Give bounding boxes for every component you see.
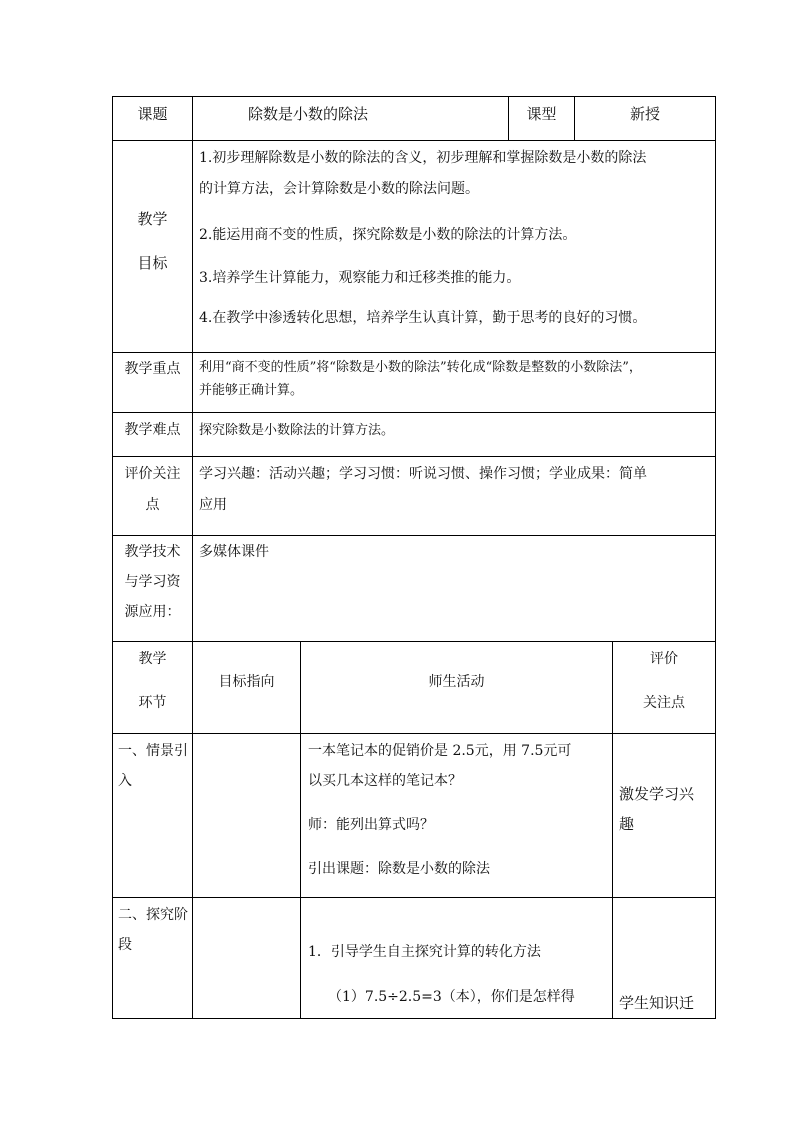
stage-two-name: 二、探究阶 [118, 907, 188, 923]
row-divider [112, 456, 716, 457]
stage-two-name: 段 [118, 937, 132, 953]
goal-column-header: 目标指向 [218, 674, 275, 690]
column-divider [300, 641, 301, 1019]
evaluation-label: 点 [145, 497, 160, 513]
stage-one-activity: 以买几本这样的笔记本？ [308, 773, 462, 789]
course-title: 除数是小数的除法 [248, 105, 369, 123]
stage-two-activity: 1．引导学生自主探究计算的转化方法 [308, 944, 541, 960]
tech-label: 源应用： [124, 604, 181, 620]
stage-column-header: 环节 [138, 695, 167, 711]
row-divider [112, 897, 716, 898]
stage-one-eval: 趣 [619, 815, 635, 833]
column-divider [192, 96, 193, 1019]
row-divider [112, 352, 716, 353]
goal-line: 4.在教学中渗透转化思想，培养学生认真计算，勤于思考的良好的习惯。 [199, 310, 647, 326]
stage-one-activity: 师：能列出算式吗？ [308, 817, 434, 833]
stage-one-eval: 激发学习兴 [619, 785, 695, 803]
stage-two-activity: （1）7.5÷2.5=3（本），你们是怎样得 [328, 989, 575, 1005]
evaluation-text: 应用 [199, 497, 227, 513]
evaluation-text: 学习兴趣：活动兴趣；学习习惯：听说习惯、操作习惯；学业成果：简单 [199, 466, 647, 482]
stage-column-header: 教学 [138, 651, 167, 667]
focus-label: 教学重点 [124, 361, 181, 377]
row-divider [112, 140, 716, 141]
stage-one-name: 入 [118, 773, 132, 789]
eval-column-header: 关注点 [643, 695, 685, 711]
stage-one-activity: 一本笔记本的促销价是 2.5元，用 7.5元可 [308, 743, 572, 759]
tech-label: 与学习资 [124, 574, 181, 590]
stage-one-name: 一、情景引 [118, 743, 188, 759]
evaluation-label: 评价关注 [124, 466, 181, 482]
row-divider [112, 535, 716, 536]
focus-text: 利用“商不变的性质”将“除数是小数的除法”转化成“除数是整数的小数除法”， [199, 360, 642, 375]
type-value: 新授 [629, 105, 660, 123]
table-border [112, 96, 716, 97]
difficulty-text: 探究除数是小数除法的计算方法。 [199, 423, 395, 438]
stage-two-eval: 学生知识迁 [619, 994, 695, 1012]
difficulty-label: 教学难点 [124, 422, 181, 438]
goal-line: 1.初步理解除数是小数的除法的含义，初步理解和掌握除数是小数的除法 [199, 150, 647, 166]
tech-text: 多媒体课件 [199, 544, 269, 560]
row-divider [112, 412, 716, 413]
goal-line: 2.能运用商不变的性质，探究除数是小数的除法的计算方法。 [199, 227, 577, 243]
stage-one-activity: 引出课题：除数是小数的除法 [308, 861, 490, 877]
focus-text: 并能够正确计算。 [199, 383, 304, 398]
activity-column-header: 师生活动 [428, 674, 485, 690]
course-label: 课题 [137, 105, 168, 123]
type-label: 课型 [526, 105, 557, 123]
row-divider [112, 733, 716, 734]
eval-column-header: 评价 [650, 651, 678, 667]
table-border [112, 1018, 716, 1019]
table-border [715, 96, 716, 1019]
goal-line: 的计算方法，会计算除数是小数的除法问题。 [199, 181, 479, 197]
tech-label: 教学技术 [124, 544, 181, 560]
goals-label: 目标 [137, 254, 168, 272]
goal-line: 3.培养学生计算能力，观察能力和迁移类推的能力。 [199, 270, 521, 286]
row-divider [112, 641, 716, 642]
goals-label: 教学 [137, 210, 168, 228]
